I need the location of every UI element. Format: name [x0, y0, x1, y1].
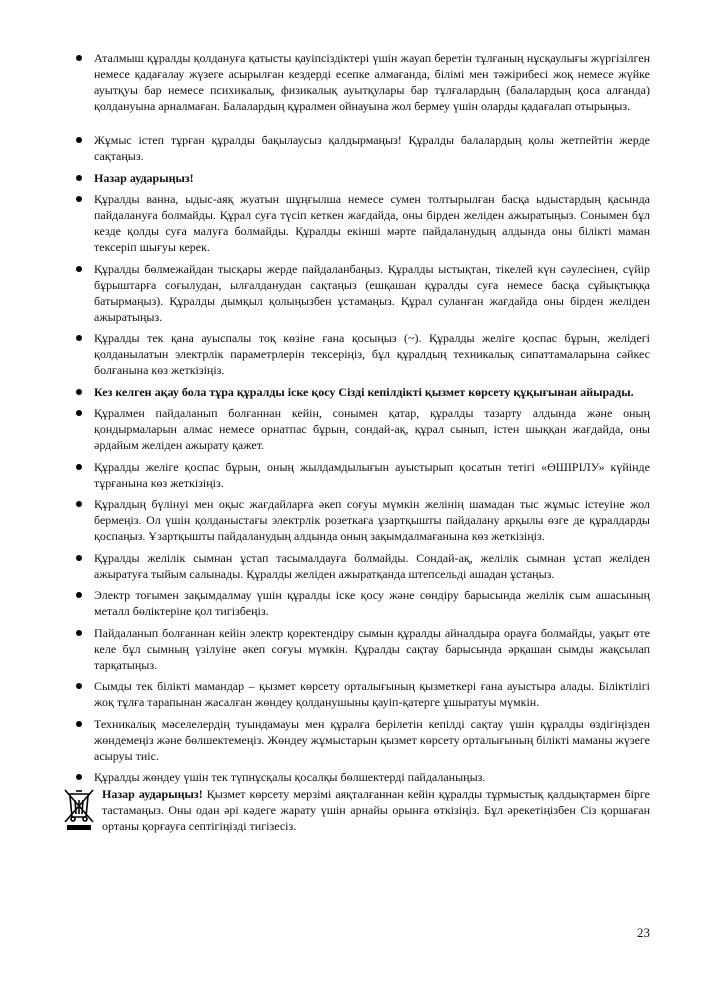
list-item: Құралды ванна, ыдыс-аяқ жуатын шұңғылша немесе сумен толтырылған басқа ыдыстардың қасында пайдалануға болмайды. Құрал суға түсіп кеткен жағдайда, оны бірден желіден ажыратыңыз. Сонымен бұл кезде қолды суға малуға болмайды. Құралды екінші мәрте пайдаланудың алдында оны білікті маман тексеріп шығуы керек.: [72, 191, 650, 255]
list-item: Құралды бөлмежайдан тысқары жерде пайдаланбаңыз. Құралды ыстықтан, тікелей күн сәулесінен, сүйір бұрыштарға соғылудан, ылғалданудан сақтаңыз (ешқашан құралды суға немесе басқа сұйықтыққа батырмаңыз). Құралды дымқыл қолыңызбен ұстамаңыз. Құрал суланған жағдайда оны бірден желіден ажыратыңыз.: [72, 261, 650, 325]
page-number: 23: [637, 925, 650, 940]
disposal-text: [102, 786, 650, 834]
list-item: Құралды желіге қоспас бұрын, оның жылдамдылығын ауыстырып қосатын тетігі «ӨШІРІЛУ» күйінде тұрғанына көз жеткізіңіз.: [72, 459, 650, 491]
list-item: Құралдың бүлінуі мен оқыс жағдайларға әкеп соғуы мүмкін желінің шамадан тыс жұмыс істеуіне жол бермеңіз. Ол үшін қолданыстағы электрлік розеткаға ұзартқышты пайдалану арқылы өзге де құралдарды қоспаңыз. Ұзартқышты пайдаланудың алдында оның зақымдалмағанына көз жеткізіңіз.: [72, 496, 650, 544]
list-item: Аталмыш құралды қолдануға қатысты қауіпсіздіктері үшін жауап беретін тұлғаның нұсқаулығы жүргізілген немесе қадағалау жүзеге асырылған кездерді есепке алмағанда, білімі мен тәжірибесі жоқ немесе жүйке ауытқуы бар немесе психикалық, физикалық ауытқулары бар тұлғалардың (балалардың қоса алғанда) қолдануына арналмаған. Балалардың құралмен ойнауына жол бермеу үшін оларды қадағалап отырыңыз.: [72, 50, 650, 114]
list-item: Құралды тек қана ауыспалы тоқ көзіне ғана қосыңыз (~). Құралды желіге қоспас бұрын, желідегі қолданылатын электрлік параметрлерін тексеріңіз, бұл құралдың техникалық сипаттамаларына сәйкес болғанына көз жеткізіңіз.: [72, 330, 650, 378]
list-item: Пайдаланып болғаннан кейін электр қоректендіру сымын құралды айналдыра орауға болмайды, уақыт өте келе бұл сымның үзілуіне әкеп соғуы мүмкін. Құралды сақтау барысында әрқашан сымды жақсылап тарқатыңыз.: [72, 625, 650, 673]
disposal-body: Қызмет көрсету мерзімі аяқталғаннан кейін құралды тұрмыстық қалдықтармен бірге тастамаңыз. Оны одан әрі кәдеге жарату үшін арнайы орынға өткізіңіз. Бұл әрекетіңізбен Сіз қоршаған ортаны қорғауға септігіңізді тигізесіз.: [102, 787, 651, 833]
list-item: Техникалық мәселелердің туындамауы мен құралға берілетін кепілді сақтау үшін құралды өздігіңізден жөндемеңіз және бөлшектемеңіз. Жөндеу жұмыстарын қызмет көрсету орталығының білікті маманы жүзеге асыруы тиіс.: [72, 716, 650, 764]
list-item: Электр тоғымен зақымдалмау үшін құралды іске қосу және сөндіру барысында желілік сым ашасының металл бөліктеріне қол тигізбеңіз.: [72, 587, 650, 619]
safety-instructions-list: [72, 50, 650, 791]
list-item: Құралды желілік сымнан ұстап тасымалдауға болмайды. Сондай-ақ, желілік сымнан ұстап желіден ажыратуға тыйым салынады. Құралды желіден ажыратқанда штепсельді ашадан ұстаңыз.: [72, 550, 650, 582]
disposal-notice: [62, 786, 650, 834]
list-item: Құралды жөндеу үшін тек түпнұсқалы қосалқы бөлшектерді пайдаланыңыз.: [72, 769, 650, 785]
disposal-title: Назар аударыңыз!: [102, 787, 203, 801]
list-item: Сымды тек білікті мамандар – қызмет көрсету орталығының қызметкері ғана ауыстыра алады. Біліктілігі жоқ тұлға тарапынан жасалған жөндеу қолданушыны қауіп-қатерге ұшыратуы мүмкін.: [72, 678, 650, 710]
list-item: Назар аударыңыз!: [72, 170, 650, 186]
list-item: Кез келген ақау бола тұра құралды іске қосу Сізді кепілдікті қызмет көрсету құқығынан айырады.: [72, 384, 650, 400]
list-item: Құралмен пайдаланып болғаннан кейін, сонымен қатар, құралды тазарту алдында және оның қондырмаларын алмас немесе орнатпас бұрын, сондай-ақ, құрал сынып, істен шыққан жағдайда, оны әрдайым желіден ажырату қажет.: [72, 405, 650, 453]
list-item: Жұмыс істеп тұрған құралды бақылаусыз қалдырмаңыз! Құралды балалардың қолы жетпейтін жерде сақтаңыз.: [72, 132, 650, 164]
crossed-out-wheelie-bin-icon: [62, 786, 96, 832]
